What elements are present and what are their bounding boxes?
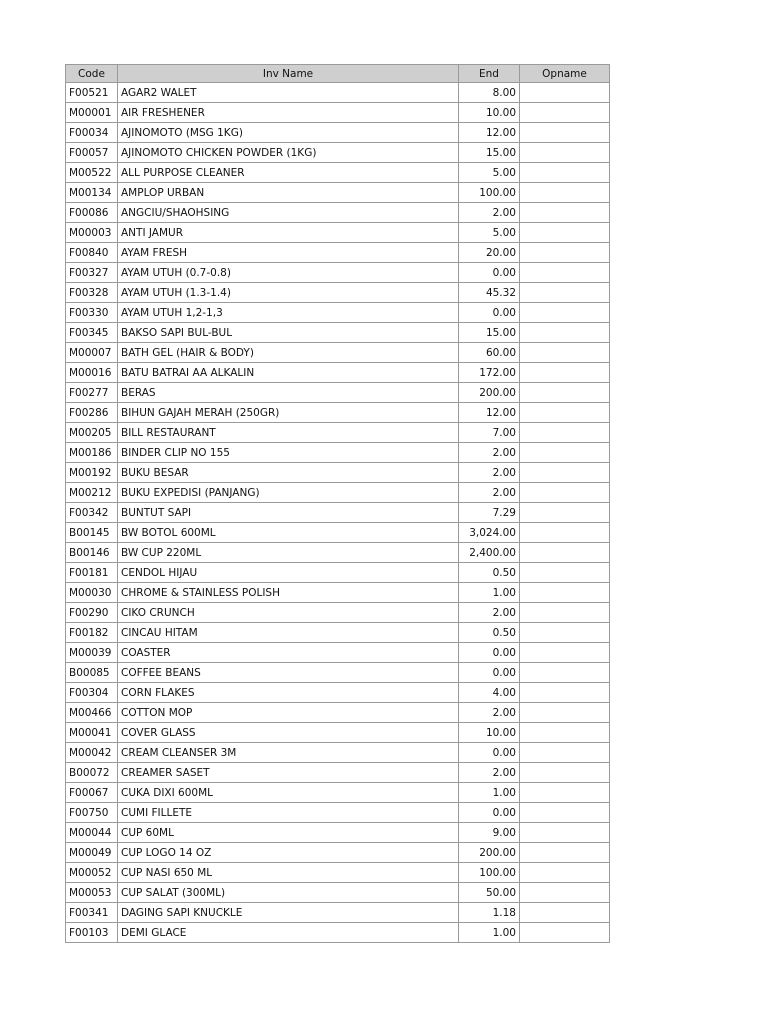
table-row bbox=[66, 263, 610, 283]
header-row bbox=[66, 65, 610, 83]
cell-inv-name: BATH GEL (HAIR & BODY) bbox=[118, 343, 459, 363]
table-row bbox=[66, 363, 610, 383]
cell-opname bbox=[520, 163, 610, 183]
table-row bbox=[66, 703, 610, 723]
table-row bbox=[66, 723, 610, 743]
cell-end: 5.00 bbox=[459, 163, 520, 183]
cell-inv-name: DEMI GLACE bbox=[118, 923, 459, 943]
cell-opname bbox=[520, 643, 610, 663]
cell-inv-name: CINCAU HITAM bbox=[118, 623, 459, 643]
table-row bbox=[66, 663, 610, 683]
table-row bbox=[66, 163, 610, 183]
cell-code: B00146 bbox=[66, 543, 118, 563]
cell-end: 12.00 bbox=[459, 403, 520, 423]
cell-code: B00145 bbox=[66, 523, 118, 543]
cell-inv-name: ANTI JAMUR bbox=[118, 223, 459, 243]
cell-opname bbox=[520, 343, 610, 363]
cell-code: M00007 bbox=[66, 343, 118, 363]
cell-opname bbox=[520, 783, 610, 803]
cell-code: M00212 bbox=[66, 483, 118, 503]
cell-code: M00042 bbox=[66, 743, 118, 763]
cell-inv-name: AYAM UTUH (0.7-0.8) bbox=[118, 263, 459, 283]
cell-code: F00304 bbox=[66, 683, 118, 703]
cell-opname bbox=[520, 803, 610, 823]
cell-end: 4.00 bbox=[459, 683, 520, 703]
cell-opname bbox=[520, 523, 610, 543]
table-row bbox=[66, 343, 610, 363]
table-row bbox=[66, 423, 610, 443]
cell-code: M00049 bbox=[66, 843, 118, 863]
cell-code: F00067 bbox=[66, 783, 118, 803]
cell-inv-name: ALL PURPOSE CLEANER bbox=[118, 163, 459, 183]
cell-code: F00034 bbox=[66, 123, 118, 143]
cell-end: 8.00 bbox=[459, 83, 520, 103]
cell-code: F00840 bbox=[66, 243, 118, 263]
header-opname: Opname bbox=[520, 65, 610, 83]
table-row bbox=[66, 443, 610, 463]
cell-end: 100.00 bbox=[459, 183, 520, 203]
cell-opname bbox=[520, 123, 610, 143]
cell-code: M00205 bbox=[66, 423, 118, 443]
table-row bbox=[66, 563, 610, 583]
table-row bbox=[66, 463, 610, 483]
cell-inv-name: BUKU EXPEDISI (PANJANG) bbox=[118, 483, 459, 503]
cell-opname bbox=[520, 563, 610, 583]
cell-end: 3,024.00 bbox=[459, 523, 520, 543]
cell-end: 1.00 bbox=[459, 783, 520, 803]
cell-end: 2.00 bbox=[459, 703, 520, 723]
cell-inv-name: BUNTUT SAPI bbox=[118, 503, 459, 523]
cell-code: F00277 bbox=[66, 383, 118, 403]
cell-opname bbox=[520, 423, 610, 443]
cell-end: 10.00 bbox=[459, 723, 520, 743]
cell-code: M00466 bbox=[66, 703, 118, 723]
cell-end: 0.00 bbox=[459, 803, 520, 823]
cell-inv-name: CHROME & STAINLESS POLISH bbox=[118, 583, 459, 603]
cell-opname bbox=[520, 583, 610, 603]
cell-inv-name: BINDER CLIP NO 155 bbox=[118, 443, 459, 463]
cell-end: 45.32 bbox=[459, 283, 520, 303]
cell-end: 2.00 bbox=[459, 443, 520, 463]
cell-code: F00521 bbox=[66, 83, 118, 103]
cell-opname bbox=[520, 183, 610, 203]
table-header bbox=[66, 65, 610, 83]
cell-end: 200.00 bbox=[459, 843, 520, 863]
cell-end: 50.00 bbox=[459, 883, 520, 903]
cell-end: 1.00 bbox=[459, 923, 520, 943]
cell-end: 7.00 bbox=[459, 423, 520, 443]
cell-end: 7.29 bbox=[459, 503, 520, 523]
cell-end: 60.00 bbox=[459, 343, 520, 363]
cell-opname bbox=[520, 223, 610, 243]
cell-inv-name: CUP NASI 650 ML bbox=[118, 863, 459, 883]
cell-code: M00186 bbox=[66, 443, 118, 463]
cell-inv-name: CUMI FILLETE bbox=[118, 803, 459, 823]
cell-inv-name: COFFEE BEANS bbox=[118, 663, 459, 683]
cell-code: F00286 bbox=[66, 403, 118, 423]
cell-inv-name: BUKU BESAR bbox=[118, 463, 459, 483]
table-row bbox=[66, 603, 610, 623]
cell-code: F00330 bbox=[66, 303, 118, 323]
cell-end: 5.00 bbox=[459, 223, 520, 243]
cell-code: F00290 bbox=[66, 603, 118, 623]
cell-opname bbox=[520, 723, 610, 743]
cell-end: 0.50 bbox=[459, 623, 520, 643]
cell-code: B00085 bbox=[66, 663, 118, 683]
cell-opname bbox=[520, 283, 610, 303]
cell-code: M00052 bbox=[66, 863, 118, 883]
cell-opname bbox=[520, 463, 610, 483]
inventory-table bbox=[65, 64, 610, 943]
table-row bbox=[66, 403, 610, 423]
cell-opname bbox=[520, 103, 610, 123]
cell-inv-name: AYAM UTUH (1.3-1.4) bbox=[118, 283, 459, 303]
cell-inv-name: AYAM FRESH bbox=[118, 243, 459, 263]
cell-opname bbox=[520, 543, 610, 563]
header-code: Code bbox=[66, 65, 118, 83]
cell-opname bbox=[520, 843, 610, 863]
cell-inv-name: ANGCIU/SHAOHSING bbox=[118, 203, 459, 223]
cell-opname bbox=[520, 323, 610, 343]
cell-opname bbox=[520, 383, 610, 403]
table-row bbox=[66, 783, 610, 803]
cell-inv-name: AJINOMOTO (MSG 1KG) bbox=[118, 123, 459, 143]
cell-opname bbox=[520, 203, 610, 223]
cell-inv-name: CUP SALAT (300ML) bbox=[118, 883, 459, 903]
cell-opname bbox=[520, 763, 610, 783]
cell-end: 1.00 bbox=[459, 583, 520, 603]
table-row bbox=[66, 843, 610, 863]
cell-code: M00041 bbox=[66, 723, 118, 743]
cell-opname bbox=[520, 823, 610, 843]
table-row bbox=[66, 523, 610, 543]
table-row bbox=[66, 83, 610, 103]
cell-end: 2.00 bbox=[459, 203, 520, 223]
table-row bbox=[66, 123, 610, 143]
cell-inv-name: CREAM CLEANSER 3M bbox=[118, 743, 459, 763]
table-row bbox=[66, 763, 610, 783]
table-row bbox=[66, 543, 610, 563]
cell-inv-name: CORN FLAKES bbox=[118, 683, 459, 703]
cell-code: F00103 bbox=[66, 923, 118, 943]
header-inv-name: Inv Name bbox=[118, 65, 459, 83]
cell-code: F00328 bbox=[66, 283, 118, 303]
cell-end: 172.00 bbox=[459, 363, 520, 383]
cell-inv-name: AGAR2 WALET bbox=[118, 83, 459, 103]
table-row bbox=[66, 503, 610, 523]
table-row bbox=[66, 823, 610, 843]
cell-end: 0.00 bbox=[459, 303, 520, 323]
cell-opname bbox=[520, 483, 610, 503]
cell-opname bbox=[520, 863, 610, 883]
cell-code: F00345 bbox=[66, 323, 118, 343]
cell-code: M00044 bbox=[66, 823, 118, 843]
cell-opname bbox=[520, 263, 610, 283]
cell-end: 10.00 bbox=[459, 103, 520, 123]
cell-inv-name: CREAMER SASET bbox=[118, 763, 459, 783]
cell-code: M00134 bbox=[66, 183, 118, 203]
header-end: End bbox=[459, 65, 520, 83]
cell-inv-name: BW BOTOL 600ML bbox=[118, 523, 459, 543]
cell-opname bbox=[520, 363, 610, 383]
cell-opname bbox=[520, 503, 610, 523]
table-row bbox=[66, 283, 610, 303]
cell-inv-name: COASTER bbox=[118, 643, 459, 663]
cell-inv-name: CUKA DIXI 600ML bbox=[118, 783, 459, 803]
table-row bbox=[66, 143, 610, 163]
cell-end: 15.00 bbox=[459, 323, 520, 343]
cell-opname bbox=[520, 83, 610, 103]
cell-opname bbox=[520, 143, 610, 163]
cell-end: 2.00 bbox=[459, 763, 520, 783]
cell-end: 12.00 bbox=[459, 123, 520, 143]
cell-inv-name: AMPLOP URBAN bbox=[118, 183, 459, 203]
cell-end: 0.00 bbox=[459, 263, 520, 283]
cell-opname bbox=[520, 663, 610, 683]
cell-inv-name: COVER GLASS bbox=[118, 723, 459, 743]
cell-inv-name: CENDOL HIJAU bbox=[118, 563, 459, 583]
cell-inv-name: COTTON MOP bbox=[118, 703, 459, 723]
cell-inv-name: AJINOMOTO CHICKEN POWDER (1KG) bbox=[118, 143, 459, 163]
cell-inv-name: BATU BATRAI AA ALKALIN bbox=[118, 363, 459, 383]
table-row bbox=[66, 643, 610, 663]
cell-opname bbox=[520, 703, 610, 723]
cell-inv-name: AYAM UTUH 1,2-1,3 bbox=[118, 303, 459, 323]
cell-inv-name: BAKSO SAPI BUL-BUL bbox=[118, 323, 459, 343]
cell-opname bbox=[520, 883, 610, 903]
cell-end: 1.18 bbox=[459, 903, 520, 923]
cell-code: M00192 bbox=[66, 463, 118, 483]
cell-end: 2.00 bbox=[459, 483, 520, 503]
cell-inv-name: CUP LOGO 14 OZ bbox=[118, 843, 459, 863]
cell-end: 9.00 bbox=[459, 823, 520, 843]
cell-inv-name: BERAS bbox=[118, 383, 459, 403]
cell-code: M00039 bbox=[66, 643, 118, 663]
table-body bbox=[66, 83, 610, 943]
table-row bbox=[66, 863, 610, 883]
table-row bbox=[66, 103, 610, 123]
cell-end: 100.00 bbox=[459, 863, 520, 883]
table-row bbox=[66, 223, 610, 243]
cell-inv-name: DAGING SAPI KNUCKLE bbox=[118, 903, 459, 923]
cell-code: F00750 bbox=[66, 803, 118, 823]
cell-opname bbox=[520, 903, 610, 923]
table-row bbox=[66, 923, 610, 943]
cell-opname bbox=[520, 303, 610, 323]
table-row bbox=[66, 243, 610, 263]
cell-code: M00522 bbox=[66, 163, 118, 183]
cell-end: 20.00 bbox=[459, 243, 520, 263]
cell-end: 0.00 bbox=[459, 743, 520, 763]
cell-code: F00181 bbox=[66, 563, 118, 583]
table-row bbox=[66, 303, 610, 323]
table-row bbox=[66, 583, 610, 603]
table-row bbox=[66, 623, 610, 643]
cell-opname bbox=[520, 923, 610, 943]
cell-end: 0.00 bbox=[459, 643, 520, 663]
cell-opname bbox=[520, 683, 610, 703]
cell-code: M00001 bbox=[66, 103, 118, 123]
cell-end: 200.00 bbox=[459, 383, 520, 403]
cell-code: M00053 bbox=[66, 883, 118, 903]
cell-opname bbox=[520, 623, 610, 643]
cell-opname bbox=[520, 243, 610, 263]
table-row bbox=[66, 883, 610, 903]
cell-code: F00086 bbox=[66, 203, 118, 223]
table-row bbox=[66, 323, 610, 343]
cell-code: F00057 bbox=[66, 143, 118, 163]
table-row bbox=[66, 483, 610, 503]
cell-code: B00072 bbox=[66, 763, 118, 783]
cell-inv-name: CIKO CRUNCH bbox=[118, 603, 459, 623]
cell-inv-name: AIR FRESHENER bbox=[118, 103, 459, 123]
table-row bbox=[66, 803, 610, 823]
cell-code: F00182 bbox=[66, 623, 118, 643]
cell-opname bbox=[520, 603, 610, 623]
cell-end: 0.50 bbox=[459, 563, 520, 583]
cell-inv-name: BILL RESTAURANT bbox=[118, 423, 459, 443]
cell-opname bbox=[520, 743, 610, 763]
cell-code: F00341 bbox=[66, 903, 118, 923]
table-row bbox=[66, 683, 610, 703]
cell-inv-name: CUP 60ML bbox=[118, 823, 459, 843]
cell-code: M00003 bbox=[66, 223, 118, 243]
cell-end: 0.00 bbox=[459, 663, 520, 683]
cell-code: F00342 bbox=[66, 503, 118, 523]
cell-opname bbox=[520, 403, 610, 423]
cell-opname bbox=[520, 443, 610, 463]
cell-end: 2,400.00 bbox=[459, 543, 520, 563]
cell-inv-name: BW CUP 220ML bbox=[118, 543, 459, 563]
cell-inv-name: BIHUN GAJAH MERAH (250GR) bbox=[118, 403, 459, 423]
cell-code: F00327 bbox=[66, 263, 118, 283]
table-row bbox=[66, 903, 610, 923]
cell-end: 2.00 bbox=[459, 603, 520, 623]
cell-end: 2.00 bbox=[459, 463, 520, 483]
cell-code: M00016 bbox=[66, 363, 118, 383]
table-row bbox=[66, 183, 610, 203]
cell-end: 15.00 bbox=[459, 143, 520, 163]
table-row bbox=[66, 383, 610, 403]
table-row bbox=[66, 743, 610, 763]
table-row bbox=[66, 203, 610, 223]
cell-code: M00030 bbox=[66, 583, 118, 603]
